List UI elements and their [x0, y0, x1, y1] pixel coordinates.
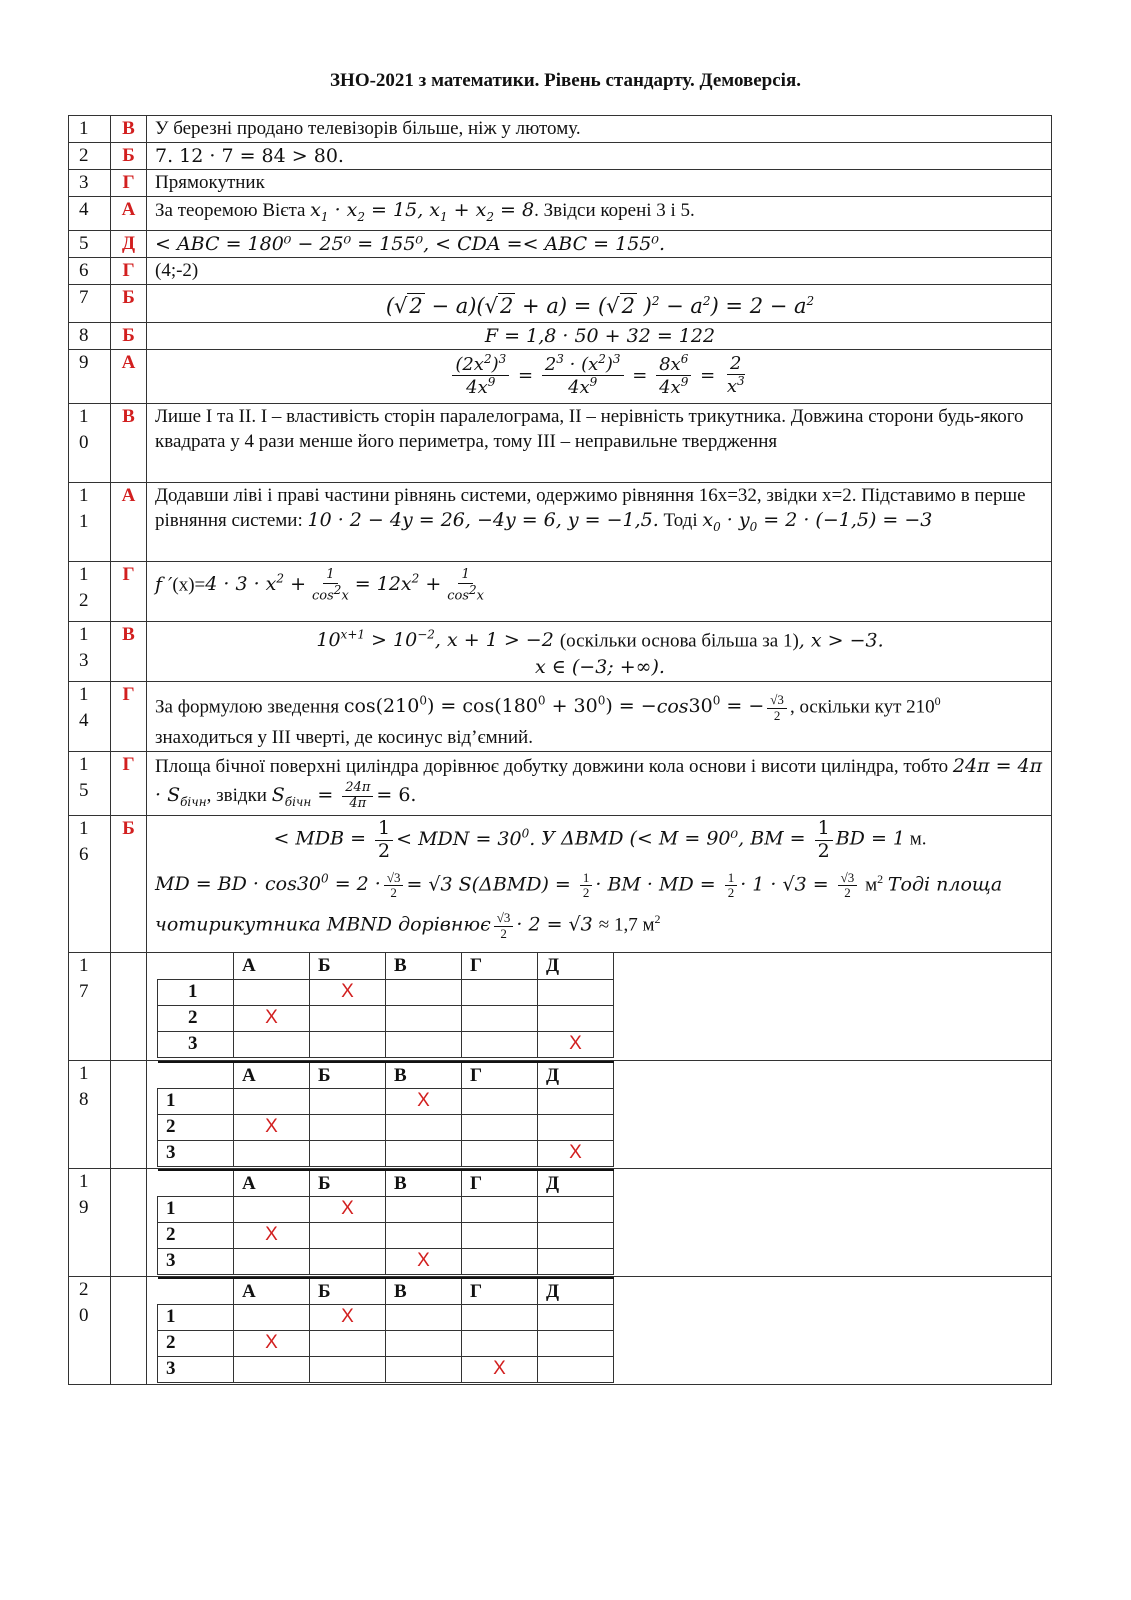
row-number: 2 — [69, 143, 111, 170]
row-number: 3 — [69, 170, 111, 197]
answer-mark: X — [234, 1114, 310, 1140]
text-fragment: звідки — [216, 784, 272, 806]
empty-cell — [462, 979, 538, 1005]
question-label: 1 — [158, 979, 234, 1005]
table-row — [69, 1169, 1052, 1277]
row-number: 1 — [69, 116, 111, 143]
question-label: 2 — [158, 1114, 234, 1140]
explanation: F = 1,8 · 50 + 32 = 122 — [147, 322, 1052, 349]
empty-cell — [462, 1031, 538, 1057]
answer-mark: X — [234, 1005, 310, 1031]
empty-cell — [462, 1248, 538, 1274]
empty-cell — [310, 1088, 386, 1114]
question-label: 3 — [158, 1248, 234, 1274]
row-number: 9 — [69, 349, 111, 403]
answer-mark: X — [462, 1356, 538, 1382]
option-header: Г — [462, 953, 538, 979]
corner-cell — [158, 1278, 234, 1304]
empty-cell — [234, 979, 310, 1005]
explanation: $\frac{(2x^2)^3}{4x^9}$ = $\frac{2^3 \cdot (x^2)^3}{4x^9}$ = $\frac{8x^6}{4x^9}$ = $\frac{2}{x^3}$ — [147, 349, 1052, 403]
answers-table — [68, 115, 1052, 1385]
matching-table — [157, 1277, 614, 1383]
empty-cell — [538, 1304, 614, 1330]
empty-cell — [538, 1330, 614, 1356]
answer-mark: X — [310, 1304, 386, 1330]
table-row — [69, 816, 1052, 953]
table-row — [69, 1061, 1052, 1169]
table-row — [69, 1277, 1052, 1385]
empty-cell — [234, 1088, 310, 1114]
option-header: Г — [462, 1278, 538, 1304]
empty-cell — [462, 1005, 538, 1031]
answer-letter: А — [111, 349, 147, 403]
text-fragment: За теоремою Вієта — [155, 200, 311, 221]
table-row — [69, 284, 1052, 322]
empty-cell — [386, 1304, 462, 1330]
answer-letter: Б — [111, 284, 147, 322]
option-header: Д — [538, 1278, 614, 1304]
table-row — [69, 682, 1052, 751]
empty-cell — [538, 1114, 614, 1140]
answer-mark: X — [386, 1248, 462, 1274]
formula: 10 · 2 − 4y = 26, −4y = 6, y = −1,5. — [307, 508, 659, 531]
option-header: Г — [462, 1062, 538, 1088]
option-header: Б — [310, 1062, 386, 1088]
table-row — [69, 197, 1052, 231]
text-fragment: За формулою зведення — [155, 696, 344, 718]
corner-cell — [158, 1062, 234, 1088]
table-row — [69, 230, 1052, 257]
formula: $x_0 \cdot y_0 = 2 \cdot (-1,5) = -3$ — [702, 508, 933, 534]
table-row — [69, 116, 1052, 143]
empty-cell — [386, 1196, 462, 1222]
table-row — [69, 621, 1052, 681]
empty-cell — [310, 1114, 386, 1140]
empty-cell — [462, 1088, 538, 1114]
empty-cell — [386, 1140, 462, 1166]
row-number: 1 3 — [69, 621, 111, 681]
question-label: 2 — [158, 1222, 234, 1248]
empty-cell — [462, 1222, 538, 1248]
corner-cell — [158, 1170, 234, 1196]
answer-mark: X — [310, 979, 386, 1005]
matching-cell — [147, 1169, 1052, 1277]
explanation — [147, 482, 1052, 561]
table-row — [69, 561, 1052, 621]
answer-letter: Г — [111, 682, 147, 751]
row-number: 5 — [69, 230, 111, 257]
table-row — [69, 953, 1052, 1061]
answer-mark: X — [386, 1088, 462, 1114]
empty-cell — [386, 1222, 462, 1248]
text-fragment: ≈ 1,7 м — [598, 914, 655, 936]
formula: $x_1 \cdot x_2 = 15$, $x_1 + x_2 = 8$ — [310, 199, 535, 224]
empty-cell — [462, 1196, 538, 1222]
option-header: Б — [310, 953, 386, 979]
matching-cell — [147, 1277, 1052, 1385]
empty-cell — [310, 1356, 386, 1382]
table-row — [69, 143, 1052, 170]
text-fragment: м — [865, 874, 878, 896]
empty-cell — [386, 1330, 462, 1356]
text-fragment: Тоді — [658, 509, 703, 531]
row-number: 1 2 — [69, 561, 111, 621]
question-label: 1 — [158, 1304, 234, 1330]
explanation: (4;-2) — [147, 257, 1052, 284]
explanation: $10^{x+1} > 10^{-2}$, x + 1 > −2 (оскільки основа більша за 1), x > −3. x ∈ (−3; +∞). — [147, 621, 1052, 681]
row-number: 1 4 — [69, 682, 111, 751]
text-fragment: . Звідси корені 3 і 5. — [534, 200, 695, 221]
answer-letter: Г — [111, 170, 147, 197]
text-fragment: Додавши ліві і праві частини рівнянь системи, одержимо рівняння 16х=32, звідки х=2. Підставимо в перше рівняння системи: — [155, 484, 1026, 531]
option-header: Д — [538, 1062, 614, 1088]
empty-cell — [234, 1140, 310, 1166]
answer-letter: В — [111, 116, 147, 143]
row-number: 1 9 — [69, 1169, 111, 1277]
row-number: 1 8 — [69, 1061, 111, 1169]
empty-cell — [462, 1114, 538, 1140]
empty-cell — [310, 1330, 386, 1356]
explanation: Прямокутник — [147, 170, 1052, 197]
empty-cell — [538, 1005, 614, 1031]
empty-cell — [386, 1356, 462, 1382]
explanation: (√2 − a)(√2 + a) = (√2 )$^2 - a^2) = 2 - a^2$ — [147, 284, 1052, 322]
matching-table — [157, 1169, 614, 1275]
explanation: < ABC = 180⁰ − 25⁰ = 155⁰, < CDA =< ABC = 155⁰. — [147, 230, 1052, 257]
explanation: Лише I та II. I – властивість сторін паралелограма, II – нерівність трикутника. Довжина сторони будь-якого квадрата у 4 рази менше його периметра, тому III – неправильне твердження — [147, 403, 1052, 482]
row-number: 7 — [69, 284, 111, 322]
table-row — [69, 170, 1052, 197]
row-number: 1 6 — [69, 816, 111, 953]
empty-cell — [310, 1005, 386, 1031]
text-fragment: м. — [905, 829, 927, 851]
row-number: 1 7 — [69, 953, 111, 1061]
answer-mark: X — [538, 1140, 614, 1166]
option-header: Д — [538, 1170, 614, 1196]
row-number: 8 — [69, 322, 111, 349]
option-header: В — [386, 1170, 462, 1196]
explanation: 7. 12 · 7 = 84 > 80. — [147, 143, 1052, 170]
answer-letter: Д — [111, 230, 147, 257]
empty-cell — [310, 1222, 386, 1248]
option-header: Д — [538, 953, 614, 979]
answer-letter: В — [111, 403, 147, 482]
answer-letter — [111, 953, 147, 1061]
explanation: < MDB = $\frac{1}{2}$ < MDN = $30^0$. У ΔBMD (< M = 90⁰, BM = $\frac{1}{2}$ BD = 1 м. MD = BD · $\cos 30^0 = 2$ · $\frac{√3}{2}$ = √3 S(ΔBMD) = $\frac{1}{2}$ · BM · MD = $\frac{1}{2}$ · 1 · √3 = $\frac{√3}{2}$ $м^2$ Тоді площа чотирикутника MBND дорівнює $\frac{√3}{2}$ · 2 = √3 ≈ 1,7 $м^2$ — [147, 816, 1052, 953]
empty-cell — [234, 1248, 310, 1274]
empty-cell — [538, 1196, 614, 1222]
explanation — [147, 197, 1052, 231]
table-row — [69, 403, 1052, 482]
empty-cell — [538, 1356, 614, 1382]
row-number: 4 — [69, 197, 111, 231]
question-label: 2 — [158, 1005, 234, 1031]
text-fragment: Тоді площа — [887, 873, 1003, 896]
question-label: 3 — [158, 1356, 234, 1382]
table-row — [69, 349, 1052, 403]
option-header: Г — [462, 1170, 538, 1196]
answer-mark: X — [538, 1031, 614, 1057]
answer-letter: В — [111, 621, 147, 681]
answer-letter: А — [111, 482, 147, 561]
answer-letter: Г — [111, 257, 147, 284]
explanation: За формулою зведення $\cos(210^0) = \cos(180^0 + 30^0) = -\cos 30^0$ = − $\frac{√3}{2}$ , оскільки кут $210^0$ знаходиться у III чверті, де косинус від’ємний. — [147, 682, 1052, 751]
empty-cell — [310, 1031, 386, 1057]
row-number: 6 — [69, 257, 111, 284]
answer-mark: X — [310, 1196, 386, 1222]
option-header: А — [234, 1278, 310, 1304]
page-title: ЗНО-2021 з математики. Рівень стандарту. Демоверсія. — [330, 70, 801, 91]
empty-cell — [538, 979, 614, 1005]
option-header: В — [386, 1062, 462, 1088]
empty-cell — [538, 1088, 614, 1114]
answer-letter: Г — [111, 751, 147, 816]
table-row — [69, 322, 1052, 349]
text-fragment: Площа бічної поверхні циліндра дорівнює добутку довжини кола основи і висоти циліндра, тобто — [155, 755, 953, 777]
empty-cell — [386, 1114, 462, 1140]
answer-mark: X — [234, 1222, 310, 1248]
question-label: 3 — [158, 1140, 234, 1166]
empty-cell — [234, 1196, 310, 1222]
empty-cell — [462, 1304, 538, 1330]
text-fragment: (оскільки основа більша за 1) — [559, 630, 799, 652]
explanation: У березні продано телевізорів більше, ніж у лютому. — [147, 116, 1052, 143]
question-label: 2 — [158, 1330, 234, 1356]
row-number: 1 1 — [69, 482, 111, 561]
answer-letter: Г — [111, 561, 147, 621]
option-header: Б — [310, 1170, 386, 1196]
text-fragment: чотирикутника MBND дорівнює — [155, 913, 491, 936]
option-header: В — [386, 1278, 462, 1304]
option-header: А — [234, 953, 310, 979]
empty-cell — [538, 1222, 614, 1248]
explanation: Площа бічної поверхні циліндра дорівнює добутку довжини кола основи і висоти циліндра, тобто $24\pi = 4\pi \cdot S_{бічн}$, звідки $S_{бічн}$ = $\frac{24\pi}{4\pi}$ = 6. — [147, 751, 1052, 816]
question-label: 1 — [158, 1088, 234, 1114]
answer-letter — [111, 1061, 147, 1169]
answer-letter: А — [111, 197, 147, 231]
empty-cell — [462, 1140, 538, 1166]
option-header: В — [386, 953, 462, 979]
empty-cell — [386, 1031, 462, 1057]
empty-cell — [234, 1304, 310, 1330]
empty-cell — [234, 1031, 310, 1057]
text-fragment: У ΔBMD (< M = 90⁰, BM = — [541, 828, 812, 851]
table-row — [69, 751, 1052, 816]
option-header: Б — [310, 1278, 386, 1304]
text-fragment: , оскільки кут — [789, 696, 907, 718]
corner-cell — [158, 953, 234, 979]
matching-cell — [147, 953, 1052, 1061]
question-label: 3 — [158, 1031, 234, 1057]
text-fragment: знаходиться у III чверті, де косинус від’ємний. — [155, 726, 533, 748]
answer-letter: Б — [111, 143, 147, 170]
answer-letter: Б — [111, 322, 147, 349]
question-label: 1 — [158, 1196, 234, 1222]
option-header: А — [234, 1062, 310, 1088]
empty-cell — [234, 1356, 310, 1382]
matching-cell — [147, 1061, 1052, 1169]
row-number: 1 0 — [69, 403, 111, 482]
explanation: f $'(x)=4 \cdot 3 \cdot x^2$ + $\frac{1}{\cos^2x}$ = $12x^2$ + $\frac{1}{\cos^2x}$ — [147, 561, 1052, 621]
empty-cell — [310, 1248, 386, 1274]
empty-cell — [538, 1248, 614, 1274]
empty-cell — [310, 1140, 386, 1166]
empty-cell — [462, 1330, 538, 1356]
empty-cell — [386, 1005, 462, 1031]
row-number: 2 0 — [69, 1277, 111, 1385]
table-row — [69, 257, 1052, 284]
answer-mark: X — [234, 1330, 310, 1356]
matching-table — [157, 1061, 614, 1167]
row-number: 1 5 — [69, 751, 111, 816]
answer-letter: Б — [111, 816, 147, 953]
option-header: А — [234, 1170, 310, 1196]
answer-letter — [111, 1169, 147, 1277]
answer-letter — [111, 1277, 147, 1385]
empty-cell — [386, 979, 462, 1005]
table-row — [69, 482, 1052, 561]
matching-table — [157, 953, 614, 1058]
